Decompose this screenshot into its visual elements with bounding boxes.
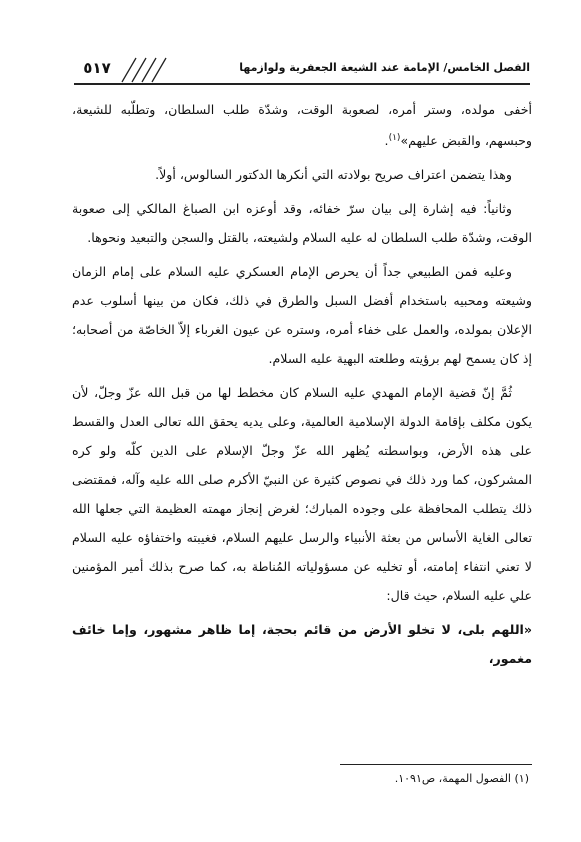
running-title: الفصل الخامس/ الإمامة عند الشيعة الجعفرية ولوازمها [239,61,530,74]
paragraph-1-text: أخفى مولده، وستر أمره، لصعوبة الوقت، وشدّة طلب السلطان، وتطلّبه للشيعة، وحبسهم، والقبض عليهم» [72,102,532,149]
body-text [72,95,532,678]
page-header [74,57,530,79]
paragraph-1-tail: . [384,133,389,149]
quote-paragraph: «اللهم بلى، لا تخلو الأرض من قائم بحجة، إما ظاهر مشهور، وإما خائف مغمور، [72,622,532,667]
paragraph-4: وعليه فمن الطبيعي جداً أن يحرص الإمام العسكري عليه السلام على إمام الزمان وشيعته ومحبيه باستخدام أفضل السبل والطرق في ذلك، فكان من بينها أسلوب عدم الإعلان بمولده، والعمل على خفاء أمره، وستره عن عيون الغرباء إلاّ الخاصّة من أصحابه؛ إذ كان يسمح لهم برؤيته وطلعته البهية عليه السلام. [72,264,532,367]
footnote-marker: (١) [388,133,401,143]
footnote: (١) الفصول المهمة، ص١٠٩١. [394,772,529,785]
header-rule [74,83,530,85]
paragraph-1 [72,95,532,155]
footnote-rule [340,764,532,765]
paragraph-5: ثُمَّ إنّ قضية الإمام المهدي عليه السلام كان مخطط لها من قبل الله عزّ وجلّ، لأن يكون مكلف بإقامة الدولة الإسلامية العالمية، وعلى يديه يحقق الله تعالى العدل والقسط على هذه الأرض، وبواسطته يُظهر الله عزّ وجلّ الإسلام على الدين كلّه ولو كره المشركون، كما ورد ذلك في نصوص كثيرة عن النبيّ الأكرم صلى الله عليه وآله، فمقتضى ذلك يتطلب المحافظة على وجوده المبارك؛ لغرض إنجاز مهمته العظيمة التي جعلها الله تعالى الغاية الأساس من بعثة الأنبياء والرسل عليهم السلام، فغيبته واختفاؤه عليه السلام لا تعني انتفاء إمامته، أو تخليه عن مسؤولياته المُناطة به، كما صرح بذلك أمير المؤمنين علي عليه السلام، حيث قال: [72,385,532,604]
header-slash-ornament [120,57,170,83]
paragraph-2: وهذا يتضمن اعتراف صريح بولادته التي أنكرها الدكتور السالوس، أولاً. [155,167,512,183]
page-number: ٥١٧ [83,59,111,77]
paragraph-3: وثانياً: فيه إشارة إلى بيان سرّ خفائه، وقد أوعزه ابن الصباغ المالكي إلى صعوبة الوقت، وشدّة طلب السلطان له عليه السلام ولشيعته، بالقتل والسجن والتبعيد ونحوها. [72,201,532,246]
